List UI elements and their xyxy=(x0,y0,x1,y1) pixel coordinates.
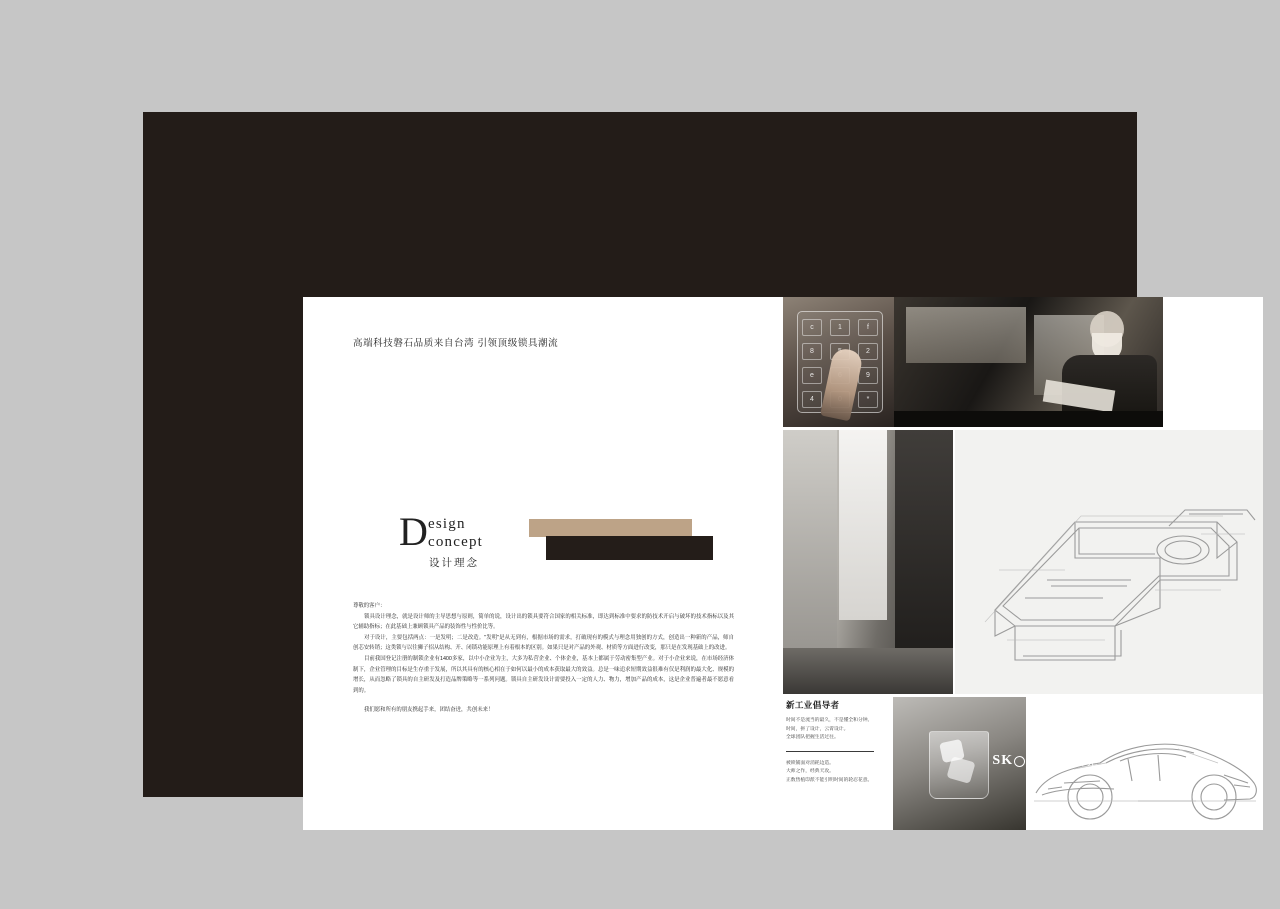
dark-accent-bar xyxy=(546,536,713,560)
brochure-board xyxy=(143,112,1137,797)
brand-logo xyxy=(992,753,1098,769)
paragraph-4: 我们愿和所有的朋友携起手来，团结奋迸，共创未来！ xyxy=(364,707,494,714)
keypad-key: e xyxy=(802,367,822,384)
brand-ring-icon xyxy=(1014,756,1025,767)
brand-mark-left: SK xyxy=(992,753,1014,768)
brand-mark-right: K xyxy=(1026,753,1038,768)
divider-rule xyxy=(786,751,874,752)
photo-shelf-detail xyxy=(906,307,1026,363)
keypad-key: 2 xyxy=(858,343,878,360)
keypad-key: 1 xyxy=(830,319,850,336)
corridor-floor xyxy=(783,648,953,694)
paragraph-3: 目前我国登记注册的制锁企业有1400多家，以中小企业为主，大多为私营企业、个体企业，基本上都属于劳动密集型产业。对于小企业来说，在市场经济体制下，企业管理的目标是生存重于发展，所以其具有的核心相在于如何以最小的成本获取最大的效益。总是一味追求短期效益很难有仅是利润的最大化、规模的增长，从而忽略了锁具的自主研发及打造品牌策略等一系列问题。锁具自主研发设计需要投入一定的人力、物力，增加产品的成本，这是企业普遍者最不愿意看到的。 xyxy=(353,655,734,694)
logo-chinese-label: 设计理念 xyxy=(429,557,479,569)
keypad-key: * xyxy=(858,391,878,408)
photo-keypad xyxy=(783,297,894,427)
design-concept-logo xyxy=(399,509,519,582)
right-block-lines-bottom xyxy=(786,760,890,786)
lock-sketch-drawing xyxy=(955,430,1263,694)
right-line: 全球团队把握生活过往。 xyxy=(786,735,839,741)
keypad-key: 9 xyxy=(858,367,878,384)
right-page xyxy=(783,297,1263,830)
right-line: 时间，拼了设计，云霄设计。 xyxy=(786,726,849,732)
left-page xyxy=(303,297,783,830)
salutation: 尊敬的客户： xyxy=(353,603,386,609)
right-block-title: 新工业倡导者 xyxy=(786,700,840,710)
brand-name: 筛垮洛克 xyxy=(1043,753,1098,769)
photo-craftsman xyxy=(894,297,1163,427)
right-line: 正数售植印派不能引明时间的轮忍花意。 xyxy=(786,777,873,783)
keypad-key: 8 xyxy=(802,343,822,360)
photo-corridor xyxy=(783,430,953,694)
page-headline: 高端科技磐石品质来自台湾 引领顶级锁具潮流 xyxy=(353,338,559,349)
logo-word-design: esign xyxy=(428,516,466,532)
paragraph-1: 锁具设计理念，就是设计师的主导思想与原则，简单的说，设计出的锁具要符合国家的相关标准，即达到标准中要求的防技术开启与破坏的技术指标以及其它辅助指标；在此基础上兼顾锁具产品的装饰性与性价比等。 xyxy=(353,613,734,631)
right-line: 时间不是流当的最久，不是懂全和分钟。 xyxy=(786,718,873,723)
corridor-light-panel xyxy=(839,430,887,620)
logo-word-concept: concept xyxy=(428,534,484,550)
keypad-key: f xyxy=(858,319,878,336)
right-line: 大师之作，经典天攻。 xyxy=(786,769,834,775)
photo-lock-sketch xyxy=(955,430,1263,694)
tan-accent-bar xyxy=(529,519,692,537)
right-text-block xyxy=(786,699,890,786)
right-line: 被锁铺面对消耗边造。 xyxy=(786,760,834,766)
keypad-key: 4 xyxy=(802,391,822,408)
paragraph-2: 对于设计，主要包括两点：一是发明；二是改造。"发明"是从无到有，根据市场的需求，打破现有的模式与理念用独创的方式，创造出一种新的产品，师自创芯安转销；这类锁与以往狮子招从结构、开、闭锁功能原理上有着根本的区别。如果只是对产品的外观、材质等方面进行改变，那只是在发现基础上的改进。 xyxy=(353,634,734,652)
brochure-spread xyxy=(303,297,1263,830)
keypad-key: c xyxy=(802,319,822,336)
brand-mark xyxy=(992,753,1038,769)
body-copy xyxy=(353,601,734,716)
logo-letter-d: D xyxy=(399,509,428,554)
photo-workbench xyxy=(894,411,1163,427)
right-block-lines-top xyxy=(786,717,890,743)
